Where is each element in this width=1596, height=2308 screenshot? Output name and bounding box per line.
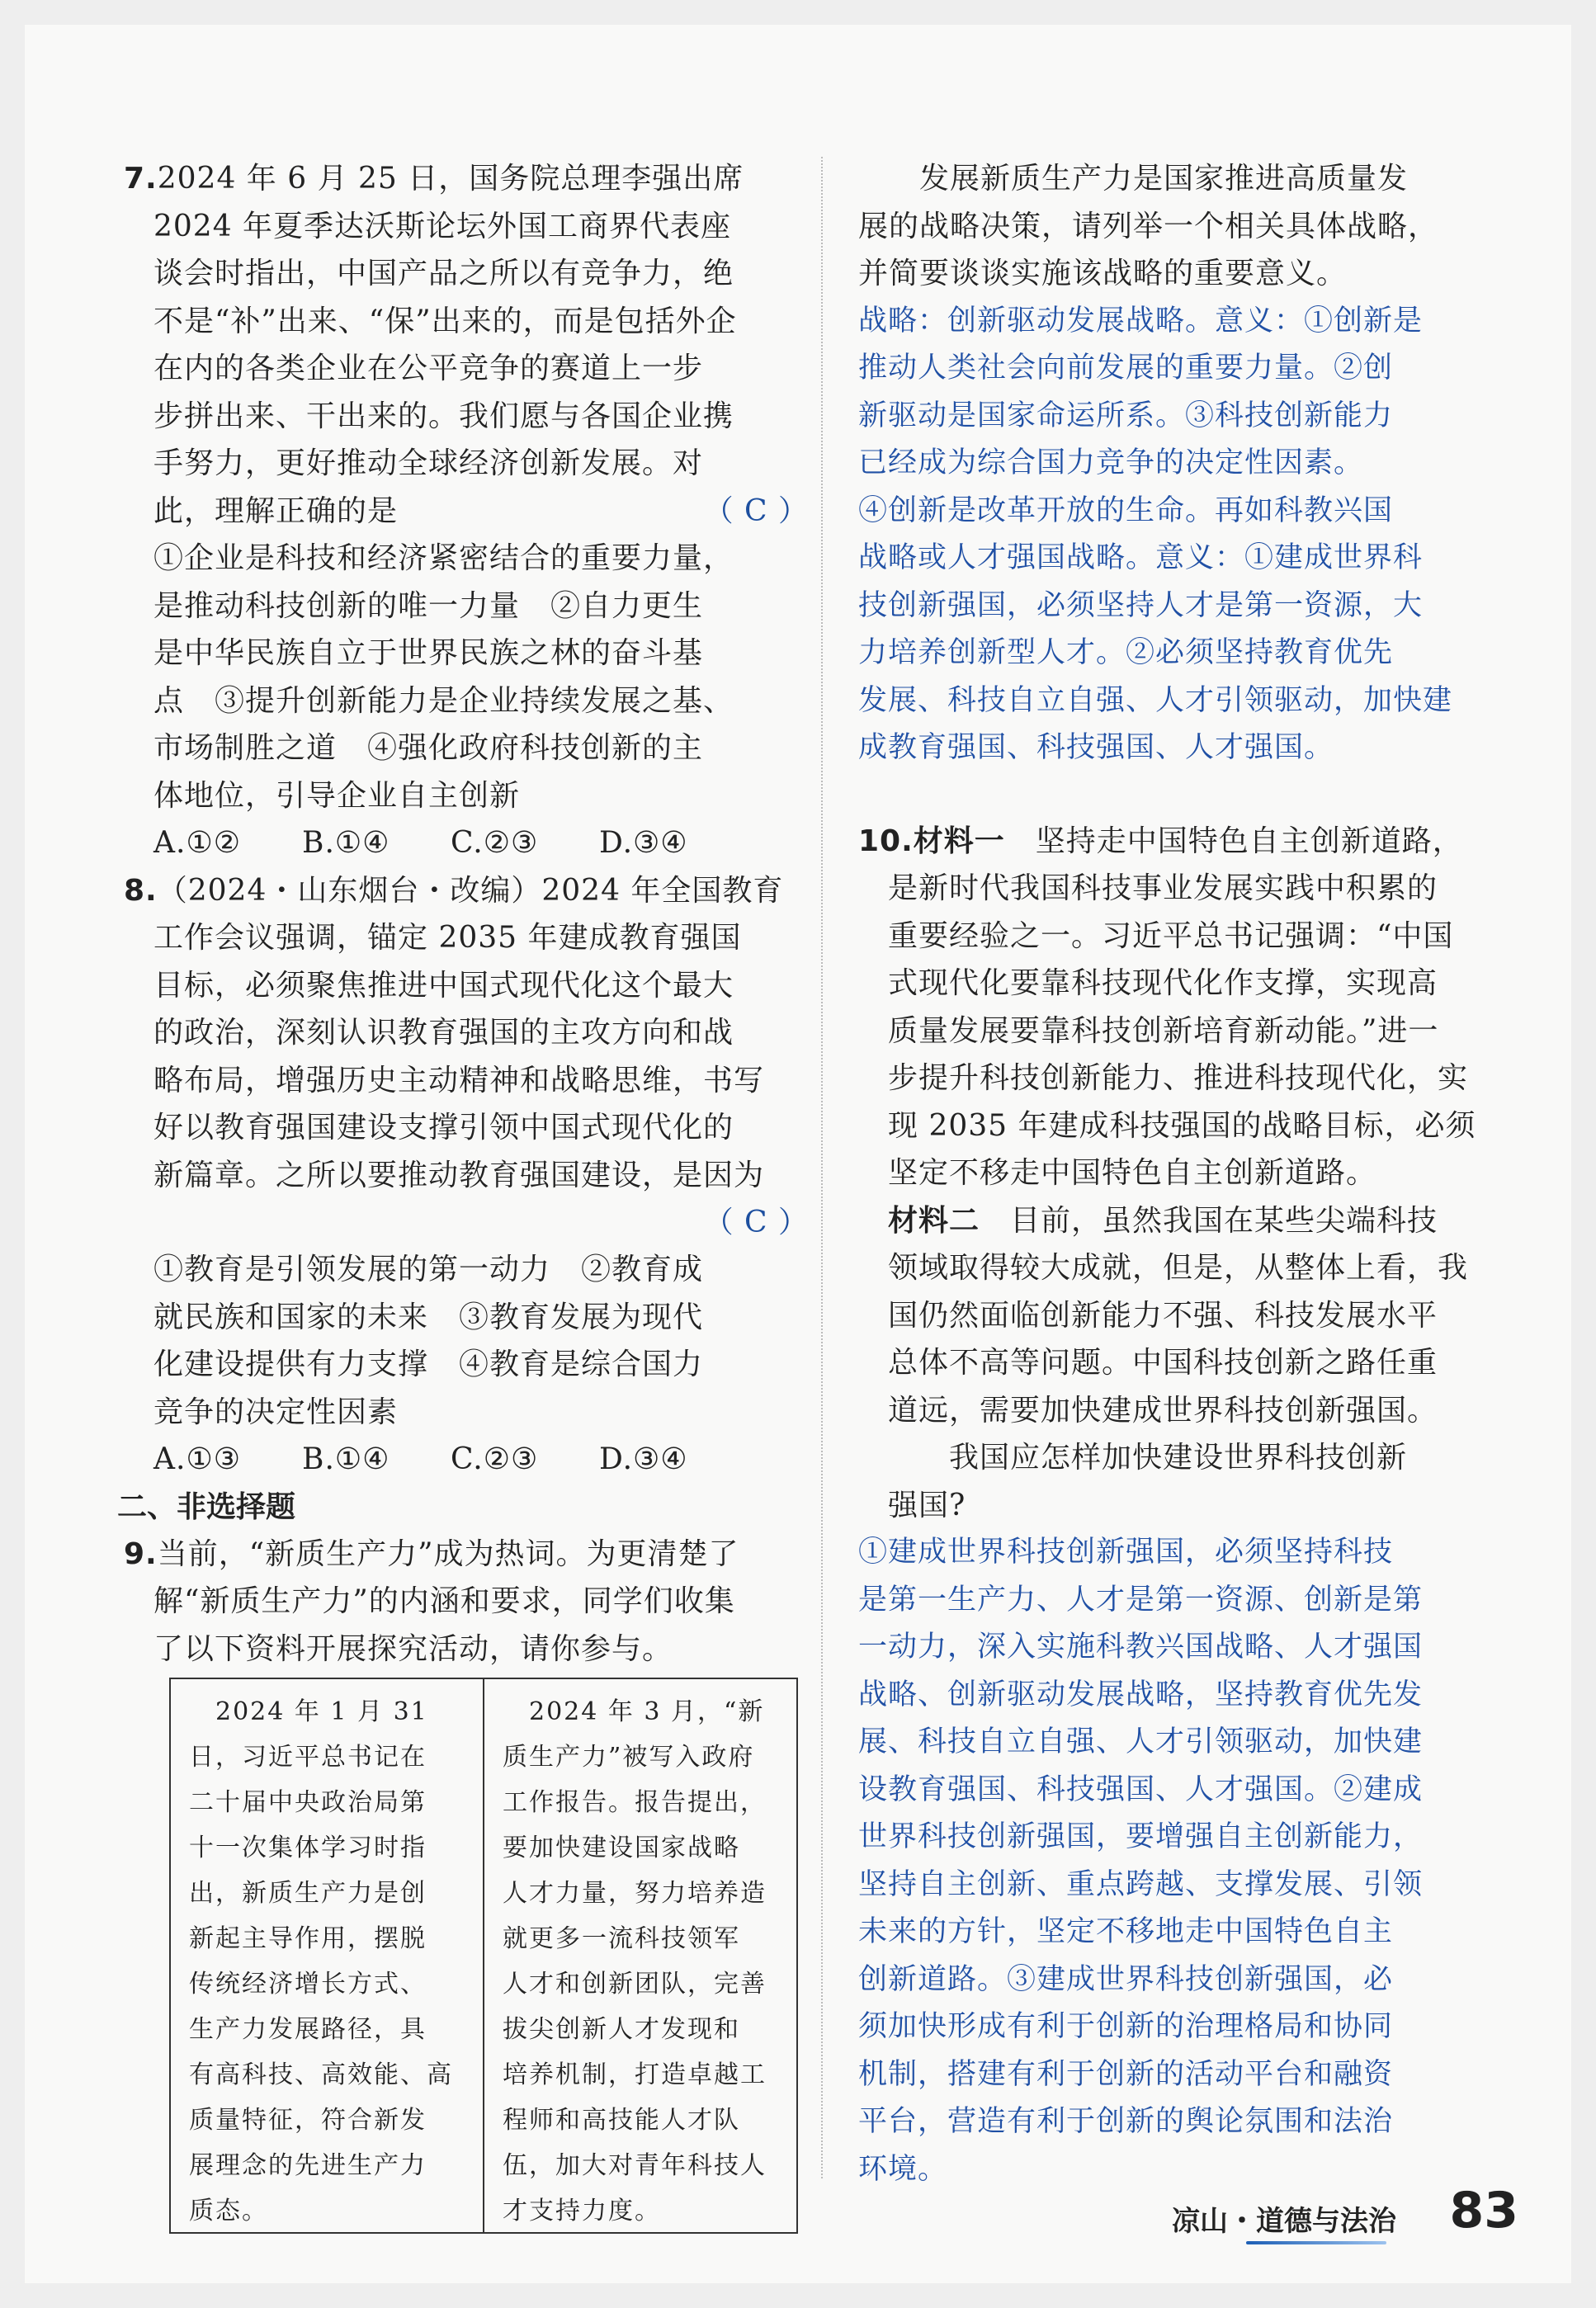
page-footer	[1172, 2182, 1518, 2244]
q9-line: 解“新质生产力”的内涵和要求，同学们收集	[153, 1584, 735, 1618]
table-line: 才支持力度。	[503, 2197, 661, 2225]
q10-line: 现 2035 年建成科技强国的战略目标，必须	[888, 1108, 1476, 1143]
choice-line: 是推动科技创新的唯一力量 ②自力更生	[153, 588, 704, 623]
material-label: 材料一	[913, 824, 1005, 858]
table-line: 日，习近平总书记在	[189, 1743, 427, 1772]
choice-line: 是中华民族自立于世界民族之林的奋斗基	[153, 636, 704, 670]
q7-line: 手努力，更好推动全球经济创新发展。对	[153, 446, 704, 480]
answer-line: 展、科技自立自强、人才引领驱动，加快建	[858, 1725, 1424, 1758]
table-line: 生产力发展路径，具	[189, 2015, 427, 2044]
answer-line: 平台，营造有利于创新的舆论氛围和法治	[858, 2105, 1394, 2138]
answer-line: 创新道路。③建成世界科技创新强国，必	[858, 1962, 1394, 1996]
q9-question-line: 展的战略决策，请列举一个相关具体战略，	[858, 209, 1439, 243]
table-line: 2024 年 1 月 31	[189, 1697, 428, 1726]
answer-line: 战略：创新驱动发展战略。意义：①创新是	[858, 304, 1424, 337]
answer-line: 一动力，深入实施科教兴国战略、人才强国	[858, 1631, 1424, 1664]
page-number: 83	[1449, 2182, 1518, 2240]
option-b: B.①④	[302, 1442, 390, 1476]
right-column	[858, 155, 1518, 2193]
q9-line: 当前，“新质生产力”成为热词。为更清楚了	[157, 1536, 739, 1571]
option-a: A.①②	[153, 826, 241, 860]
answer-line: 坚持自主创新、重点跨越、支撑发展、引领	[858, 1867, 1424, 1901]
section-heading: 二、非选择题	[117, 1489, 296, 1524]
q7-line: 此，理解正确的是	[153, 493, 399, 528]
table-line: 拔尖创新人才发现和	[503, 2015, 740, 2044]
q10-line: 国仍然面临创新能力不强、科技发展水平	[888, 1298, 1438, 1333]
table-line: 传统经济增长方式、	[189, 1970, 427, 1999]
answer-line: 须加快形成有利于创新的治理格局和协同	[858, 2010, 1394, 2043]
q10-line: 总体不高等问题。中国科技创新之路任重	[888, 1346, 1438, 1380]
q7-line: 谈会时指出，中国产品之所以有竞争力，绝	[153, 257, 734, 290]
question-number: 10.	[858, 824, 914, 858]
q9-line: 了以下资料开展探究活动，请你参与。	[153, 1631, 673, 1666]
q7-line: 步拼出来、干出来的。我们愿与各国企业携	[153, 399, 734, 433]
answer-line: 世界科技创新强国，要增强自主创新能力，	[858, 1820, 1424, 1853]
table-line: 质态。	[189, 2197, 268, 2225]
footer-underline	[1246, 2241, 1386, 2244]
table-line: 2024 年 3 月，“新	[503, 1697, 765, 1726]
table-line: 人才力量，努力培养造	[503, 1879, 767, 1908]
q7-line: 2024 年夏季达沃斯论坛外国工商界代表座	[153, 209, 732, 243]
left-column	[117, 155, 809, 1673]
q10-line: 式现代化要靠科技现代化作支撑，实现高	[888, 966, 1438, 1000]
table-line: 质量特征，符合新发	[189, 2106, 427, 2135]
option-d: D.③④	[599, 1442, 688, 1476]
question-10	[858, 818, 1518, 1530]
choice-line: 就民族和国家的未来 ③教育发展为现代	[153, 1300, 704, 1334]
q10-line: 坚持走中国特色自主创新道路，	[1004, 824, 1463, 858]
table-cell-right	[483, 1679, 796, 2232]
question-number: 9.	[124, 1536, 158, 1571]
question-8	[124, 867, 809, 1484]
option-c: C.②③	[451, 826, 539, 860]
option-row	[124, 1436, 809, 1484]
q10-line: 是新时代我国科技事业发展实践中积累的	[888, 871, 1438, 905]
answer-line: ④创新是改革开放的生命。再如科教兴国	[858, 493, 1394, 527]
table-line: 展理念的先进生产力	[189, 2151, 427, 2180]
q10-line: 质量发展要靠科技创新培育新动能。”进一	[888, 1013, 1439, 1048]
question-number: 7.	[124, 162, 158, 196]
q8-line: （2024・山东烟台・改编）2024 年全国教育	[157, 873, 784, 908]
option-c: C.②③	[451, 1442, 539, 1476]
answer-line: 设教育强国、科技强国、人才强国。②建成	[858, 1772, 1424, 1806]
q8-line: 的政治，深刻认识教育强国的主攻方向和战	[153, 1016, 734, 1050]
answer-line: 技创新强国，必须坚持人才是第一资源，大	[858, 588, 1424, 622]
answer-mark: （ C ）	[703, 493, 809, 528]
answer-line: 推动人类社会向前发展的重要力量。②创	[858, 352, 1394, 385]
q7-line: 在内的各类企业在公平竞争的赛道上一步	[153, 352, 704, 385]
answer-line: 发展、科技自立自强、人才引领驱动，加快建	[858, 683, 1453, 717]
q10-line: 道远，需要加快建成世界科技创新强国。	[888, 1393, 1438, 1428]
choice-line: 点 ③提升创新能力是企业持续发展之基、	[153, 683, 734, 718]
table-cell-left	[171, 1679, 483, 2232]
table-line: 出，新质生产力是创	[189, 1879, 427, 1908]
q10-question-line: 强国?	[888, 1488, 966, 1522]
option-a: A.①③	[153, 1442, 241, 1476]
footer-title: 凉山・道德与法治	[1172, 2205, 1396, 2238]
question-7	[124, 155, 809, 867]
q8-line: 目标，必须聚焦推进中国式现代化这个最大	[153, 968, 734, 1003]
q8-line: 好以教育强国建设支撑引领中国式现代化的	[153, 1111, 734, 1145]
option-d: D.③④	[599, 826, 688, 860]
answer-line: 机制，搭建有利于创新的活动平台和融资	[858, 2057, 1394, 2091]
q10-line: 领域取得较大成就，但是，从整体上看，我	[888, 1251, 1469, 1285]
q10-line: 目前，虽然我国在某些尖端科技	[980, 1203, 1438, 1238]
q9-answer	[858, 298, 1518, 772]
question-9-prompt	[858, 155, 1518, 298]
answer-line: 已经成为综合国力竞争的决定性因素。	[858, 446, 1364, 479]
column-divider	[821, 157, 823, 2178]
table-line: 伍，加大对青年科技人	[503, 2151, 767, 2180]
question-number: 8.	[124, 873, 158, 908]
answer-line: 成教育强国、科技强国、人才强国。	[858, 731, 1334, 764]
table-line: 质生产力”被写入政府	[503, 1743, 755, 1772]
q8-line: 新篇章。之所以要推动教育强国建设，是因为	[153, 1158, 765, 1192]
choice-line: 市场制胜之道 ④强化政府科技创新的主	[153, 731, 704, 765]
choice-line: ①教育是引领发展的第一动力 ②教育成	[153, 1253, 704, 1286]
answer-mark: （ C ）	[703, 1206, 809, 1239]
answer-line: 新驱动是国家命运所系。③科技创新能力	[858, 399, 1394, 432]
q8-line: 工作会议强调，锚定 2035 年建成教育强国	[153, 921, 742, 955]
answer-line: 环境。	[858, 2152, 948, 2186]
q10-answer	[858, 1529, 1518, 2193]
table-line: 十一次集体学习时指	[189, 1834, 427, 1862]
q9-question-line: 并简要谈谈实施该战略的重要意义。	[858, 257, 1348, 290]
q10-line: 坚定不移走中国特色自主创新道路。	[888, 1156, 1377, 1190]
option-b: B.①④	[302, 826, 390, 860]
q10-line: 重要经验之一。习近平总书记强调：“中国	[888, 918, 1454, 953]
answer-line: 战略、创新驱动发展战略，坚持教育优先发	[858, 1678, 1424, 1711]
table-line: 二十届中央政治局第	[189, 1788, 427, 1817]
table-line: 有高科技、高效能、高	[189, 2060, 453, 2089]
table-line: 人才和创新团队，完善	[503, 1970, 767, 1999]
choice-line: 化建设提供有力支撑 ④教育是综合国力	[153, 1348, 704, 1381]
q8-line: 略布局，增强历史主动精神和战略思维，书写	[153, 1063, 765, 1097]
choice-line: ①企业是科技和经济紧密结合的重要力量，	[153, 541, 734, 575]
table-line: 程师和高技能人才队	[503, 2106, 740, 2135]
material-label: 材料二	[888, 1203, 980, 1238]
table-line: 就更多一流科技领军	[503, 1924, 740, 1953]
q7-line: 2024 年 6 月 25 日，国务院总理李强出席	[157, 162, 744, 196]
q7-line: 不是“补”出来、“保”出来的，而是包括外企	[153, 304, 737, 338]
page	[25, 25, 1571, 2283]
answer-line: ①建成世界科技创新强国，必须坚持科技	[858, 1536, 1394, 1569]
option-row	[124, 819, 809, 867]
answer-line: 是第一生产力、人才是第一资源、创新是第	[858, 1583, 1424, 1617]
choice-line: 竞争的决定性因素	[153, 1395, 399, 1429]
q10-question-line: 我国应怎样加快建设世界科技创新	[888, 1441, 1408, 1475]
table-line: 新起主导作用，摆脱	[189, 1924, 427, 1953]
answer-line: 未来的方针，坚定不移地走中国特色自主	[858, 1915, 1394, 1948]
table-line: 要加快建设国家战略	[503, 1834, 740, 1862]
answer-line: 战略或人才强国战略。意义：①建成世界科	[858, 541, 1424, 574]
answer-line: 力培养创新型人才。②必须坚持教育优先	[858, 636, 1394, 669]
q10-line: 步提升科技创新能力、推进科技现代化，实	[888, 1061, 1469, 1095]
material-table	[169, 1678, 798, 2234]
table-line: 工作报告。报告提出，	[503, 1788, 767, 1817]
table-line: 培养机制，打造卓越工	[503, 2060, 767, 2089]
choice-line: 体地位，引导企业自主创新	[153, 778, 521, 813]
question-9	[124, 1531, 809, 1673]
q9-question-line: 发展新质生产力是国家推进高质量发	[858, 162, 1409, 196]
